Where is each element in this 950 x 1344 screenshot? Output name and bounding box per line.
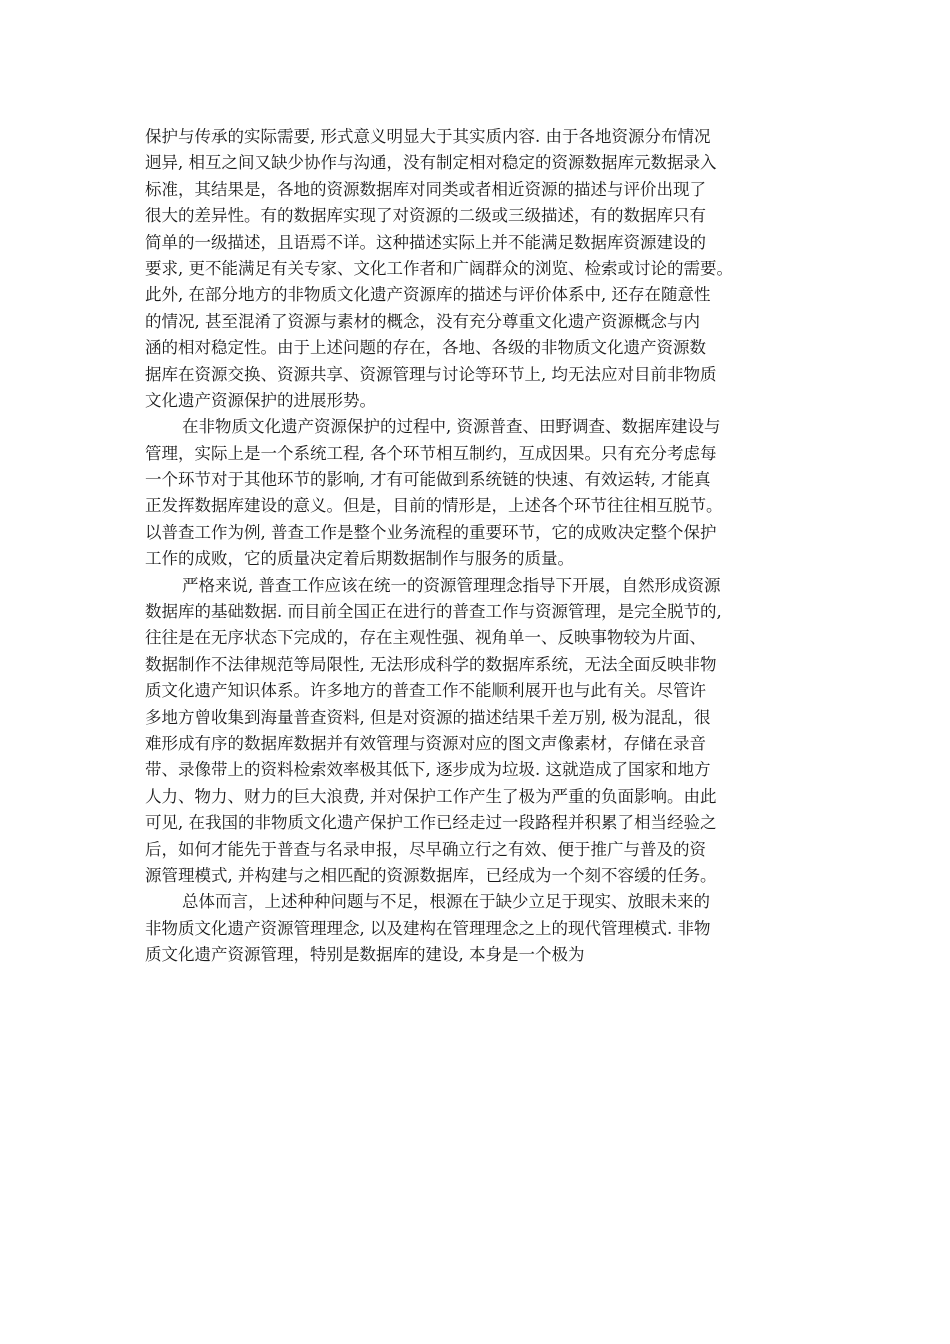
text-line: 保护与传承的实际需要, 形式意义明显大于其实质内容. 由于各地资源分布情况: [145, 127, 711, 146]
paragraph-start-line: 总体而言，上述种种问题与不足，根源在于缺少立足于现实、放眼未来的: [182, 892, 710, 912]
paragraph-start-line: 严格来说, 普查工作应该在统一的资源管理理念指导下开展，自然形成资源: [182, 575, 721, 595]
text-line: 质文化遗产资源管理，特别是数据库的建设, 本身是一个极为: [145, 945, 585, 965]
text-line: 迥异, 相互之间又缺少协作与沟通，没有制定相对稳定的资源数据库元数据录入: [145, 153, 717, 173]
text-line: 多地方曾收集到海量普查资料, 但是对资源的描述结果千差万别, 极为混乱，很: [145, 707, 711, 727]
text-line: 管理，实际上是一个系统工程, 各个环节相互制约，互成因果。只有充分考虑每: [145, 443, 717, 463]
text-line: 很大的差异性。有的数据库实现了对资源的二级或三级描述，有的数据库只有: [145, 206, 706, 226]
text-line: 可见, 在我国的非物质文化遗产保护工作已经走过一段路程并积累了相当经验之: [145, 813, 717, 833]
text-line: 人力、物力、财力的巨大浪费, 并对保护工作产生了极为严重的负面影响。由此: [145, 786, 717, 806]
text-line: 此外, 在部分地方的非物质文化遗产资源库的描述与评价体系中, 还存在随意性: [145, 285, 711, 305]
paragraph-start-line: 在非物质文化遗产资源保护的过程中, 资源普查、田野调查、数据库建设与: [182, 417, 721, 437]
text-line: 往往是在无序状态下完成的，存在主观性强、视角单一、反映事物较为片面、: [145, 628, 706, 648]
text-line: 文化遗产资源保护的进展形势。: [145, 390, 376, 410]
text-line: 难形成有序的数据库数据并有效管理与资源对应的图文声像素材，存储在录音: [145, 733, 706, 753]
text-line: 的情况, 甚至混淆了资源与素材的概念，没有充分尊重文化遗产资源概念与内: [145, 311, 700, 331]
text-line: 非物质文化遗产资源管理理念, 以及建构在管理理念之上的现代管理模式. 非物: [145, 918, 711, 938]
text-line: 源管理模式, 并构建与之相匹配的资源数据库，已经成为一个刻不容缓的任务。: [145, 865, 717, 885]
text-line: 后，如何才能先于普查与名录申报，尽早确立行之有效、便于推广与普及的资: [145, 839, 706, 859]
text-line: 正发挥数据库建设的意义。但是，目前的情形是，上述各个环节往往相互脱节。: [145, 496, 723, 516]
body-text: [145, 124, 825, 969]
text-line: 涵的相对稳定性。由于上述问题的存在，各地、各级的非物质文化遗产资源数: [145, 338, 706, 358]
text-line: 一个环节对于其他环节的影响, 才有可能做到系统链的快速、有效运转, 才能真: [145, 470, 711, 490]
text-line: 数据制作不法律规范等局限性, 无法形成科学的数据库系统，无法全面反映非物: [145, 654, 717, 674]
text-line: 据库在资源交换、资源共享、资源管理与讨论等环节上, 均无法应对目前非物质: [145, 364, 717, 384]
text-line: 标准，其结果是，各地的资源数据库对同类或者相近资源的描述与评价出现了: [145, 179, 706, 199]
text-line: 工作的成败，它的质量决定着后期数据制作与服务的质量。: [145, 549, 574, 569]
text-line: 要求, 更不能满足有关专家、文化工作者和广阔群众的浏览、检索或讨论的需要。: [145, 258, 733, 278]
text-line: 质文化遗产知识体系。许多地方的普查工作不能顺利展开也与此有关。尽管许: [145, 681, 706, 701]
text-line: 带、录像带上的资料检索效率极其低下, 逐步成为垃圾. 这就造成了国家和地方: [145, 760, 711, 780]
text-line: 简单的一级描述，且语焉不详。这种描述实际上并不能满足数据库资源建设的: [145, 232, 706, 252]
text-line: 数据库的基础数据. 而目前全国正在进行的普查工作与资源管理，是完全脱节的,: [145, 602, 722, 622]
text-line: 以普查工作为例, 普查工作是整个业务流程的重要环节，它的成败决定整个保护: [145, 522, 717, 542]
